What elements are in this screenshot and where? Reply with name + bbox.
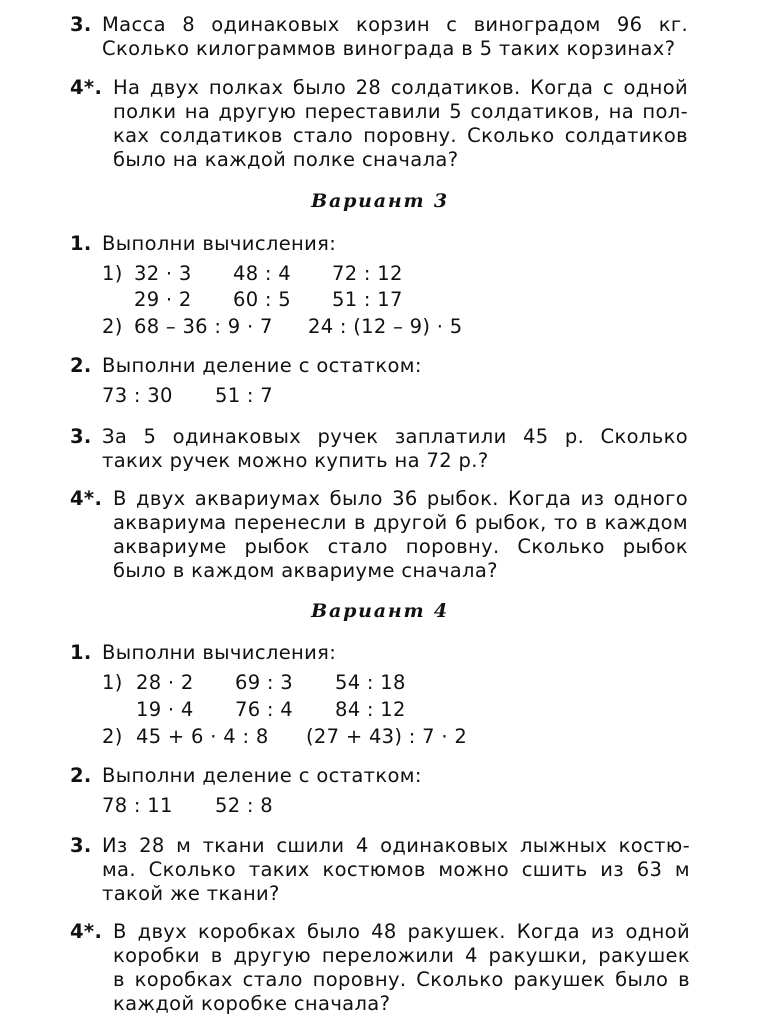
math-expression: 54 : 18: [335, 671, 406, 694]
math-expression: 78 : 11: [102, 794, 173, 817]
math-expression: 24 : (12 – 9) · 5: [308, 315, 463, 338]
problem-number: 3.: [70, 425, 92, 448]
problem-text-line: ках солдатиков стало поровну. Сколько солдатиков: [113, 124, 688, 147]
problem-number: 4*.: [70, 920, 103, 943]
row-label: 1): [102, 262, 123, 285]
problem-number: 2.: [70, 354, 92, 377]
problem-text-line: Выполни деление с остатком:: [102, 354, 422, 377]
problem-text-line: ма. Сколько таких костюмов можно сшить из 63 м: [102, 858, 690, 881]
problem-text-line: Выполни деление с остатком:: [102, 764, 422, 787]
math-expression: 52 : 8: [215, 794, 273, 817]
problem-number: 4*.: [70, 76, 103, 99]
problem-text-line: Сколько килограммов винограда в 5 таких корзинах?: [102, 37, 676, 60]
math-expression: 28 · 2: [136, 671, 194, 694]
problem-number: 2.: [70, 764, 92, 787]
row-label: 1): [102, 671, 123, 694]
row-label: 2): [102, 725, 123, 748]
math-expression: 29 · 2: [134, 288, 192, 311]
problem-number: 3.: [70, 13, 92, 36]
math-expression: 32 · 3: [134, 262, 192, 285]
problem-text-line: Выполни вычисления:: [102, 641, 337, 664]
problem-text-line: В двух аквариумах было 36 рыбок. Когда из одного: [113, 487, 688, 510]
problem-text-line: коробки в другую переложили 4 ракушки, ракушек: [113, 944, 690, 967]
math-expression: 60 : 5: [233, 288, 291, 311]
problem-number: 4*.: [70, 487, 103, 510]
problem-text-line: За 5 одинаковых ручек заплатили 45 р. Сколько: [102, 425, 688, 448]
math-expression: 73 : 30: [102, 384, 173, 407]
problem-text-line: было на каждой полке сначала?: [113, 148, 459, 171]
math-expression: 51 : 7: [215, 384, 273, 407]
problem-text-line: аквариуме рыбок стало поровну. Сколько рыбок: [113, 535, 688, 558]
math-expression: 69 : 3: [235, 671, 293, 694]
row-label: 2): [102, 315, 123, 338]
problem-text-line: было в каждом аквариуме сначала?: [113, 559, 498, 582]
problem-text-line: Из 28 м ткани сшили 4 одинаковых лыжных костю-: [102, 834, 690, 857]
math-expression: 19 · 4: [136, 698, 194, 721]
problem-number: 3.: [70, 834, 92, 857]
math-expression: 76 : 4: [235, 698, 293, 721]
problem-text-line: В двух коробках было 48 ракушек. Когда из одной: [113, 920, 690, 943]
math-expression: 48 : 4: [233, 262, 291, 285]
problem-text-line: такой же ткани?: [102, 882, 280, 905]
problem-number: 1.: [70, 641, 92, 664]
problem-text-line: аквариума перенесли в другой 6 рыбок, то в каждом: [113, 511, 688, 534]
math-expression: 45 + 6 · 4 : 8: [136, 725, 269, 748]
problem-text-line: таких ручек можно купить на 72 р.?: [102, 449, 489, 472]
problem-text-line: каждой коробке сначала?: [113, 992, 391, 1015]
math-expression: 51 : 17: [332, 288, 403, 311]
math-expression: (27 + 43) : 7 · 2: [306, 725, 468, 748]
problem-text-line: Масса 8 одинаковых корзин с виноградом 96 кг.: [102, 13, 688, 36]
variant-4-heading: Вариант 4: [311, 600, 449, 622]
math-expression: 84 : 12: [335, 698, 406, 721]
problem-text-line: На двух полках было 28 солдатиков. Когда с одной: [113, 76, 688, 99]
math-expression: 72 : 12: [332, 262, 403, 285]
problem-text-line: полки на другую переставили 5 солдатиков, на пол-: [113, 100, 688, 123]
problem-text-line: Выполни вычисления:: [102, 232, 337, 255]
math-expression: 68 – 36 : 9 · 7: [134, 315, 273, 338]
problem-number: 1.: [70, 232, 92, 255]
problem-text-line: в коробках стало поровну. Сколько ракушек было в: [113, 968, 690, 991]
variant-3-heading: Вариант 3: [311, 190, 449, 212]
